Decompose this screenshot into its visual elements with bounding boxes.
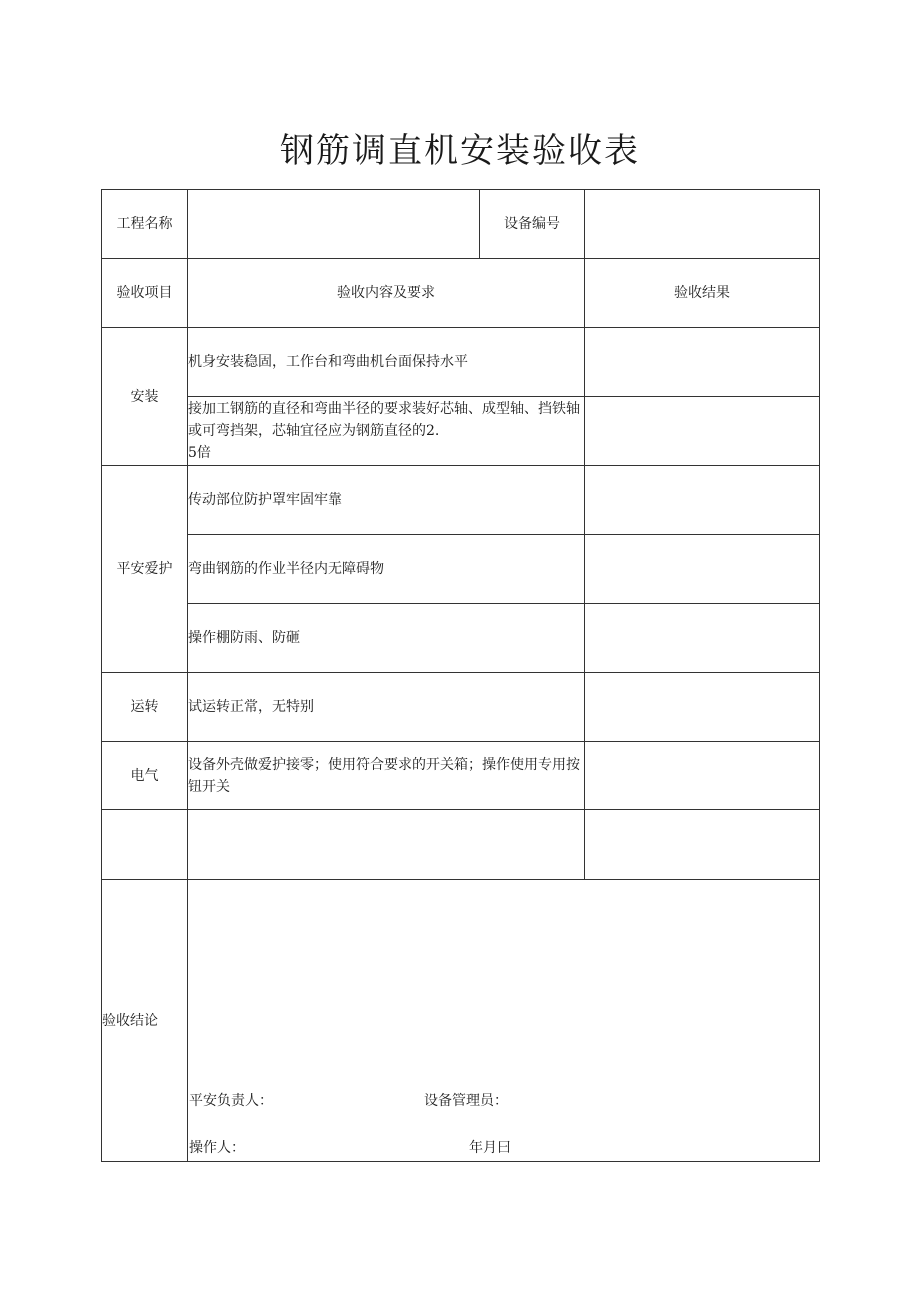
- equipment-manager-label: 设备管理员：: [424, 1093, 508, 1109]
- check-item: 设备外壳做爱护接零；使用符合要求的开关箱；操作使用专用按钮开关: [188, 742, 585, 810]
- project-name-label: 工程名称: [102, 190, 188, 259]
- project-name-field[interactable]: [188, 190, 480, 259]
- conclusion-row: [102, 880, 820, 1162]
- section-label-install: 安装: [102, 328, 188, 466]
- date-label: 年月曰: [469, 1140, 511, 1156]
- section-label-operation: 运转: [102, 673, 188, 742]
- result-field[interactable]: [585, 673, 820, 742]
- header-row: [102, 190, 820, 259]
- acceptance-table: [101, 189, 820, 1162]
- equipment-no-field[interactable]: [585, 190, 820, 259]
- column-header-content: 验收内容及要求: [188, 259, 585, 328]
- result-field[interactable]: [585, 604, 820, 673]
- check-item: 接加工钢筋的直径和弯曲半径的要求装好芯轴、成型轴、挡铁轴或可弯挡架，芯轴宜径应为钢筋直径的2. 5倍: [188, 397, 585, 466]
- check-item: 试运转正常，无特别: [188, 673, 585, 742]
- table-row: [102, 673, 820, 742]
- safety-officer-label: 平安负责人：: [189, 1093, 273, 1109]
- result-field[interactable]: [585, 810, 820, 880]
- check-item: 操作棚防雨、防砸: [188, 604, 585, 673]
- result-field[interactable]: [585, 535, 820, 604]
- column-header-row: [102, 259, 820, 328]
- section-label-electrical: 电气: [102, 742, 188, 810]
- section-label-safety: 平安爱护: [102, 466, 188, 673]
- page-title: 钢筋调直机安装验收表: [280, 131, 640, 171]
- signature-row: [188, 1089, 819, 1113]
- column-header-item: 验收项目: [102, 259, 188, 328]
- table-row: [102, 604, 820, 673]
- column-header-result: 验收结果: [585, 259, 820, 328]
- check-item: 传动部位防护罩牢固牢靠: [188, 466, 585, 535]
- equipment-no-label: 设备编号: [480, 190, 585, 259]
- table-row: [102, 466, 820, 535]
- table-row: [102, 810, 820, 880]
- table-row: [102, 328, 820, 397]
- operator-label: 操作人：: [189, 1140, 245, 1156]
- result-field[interactable]: [585, 328, 820, 397]
- table-row: [102, 535, 820, 604]
- empty-cell: [102, 810, 188, 880]
- check-item: 弯曲钢筋的作业半径内无障碍物: [188, 535, 585, 604]
- table-row: [102, 742, 820, 810]
- result-field[interactable]: [585, 742, 820, 810]
- table-row: [102, 397, 820, 466]
- result-field[interactable]: [585, 397, 820, 466]
- result-field[interactable]: [585, 466, 820, 535]
- check-item: 机身安装稳固，工作台和弯曲机台面保持水平: [188, 328, 585, 397]
- conclusion-field[interactable]: [188, 880, 820, 1162]
- empty-cell[interactable]: [188, 810, 585, 880]
- signature-row: [188, 1136, 819, 1160]
- conclusion-label: 验收结论: [102, 880, 188, 1162]
